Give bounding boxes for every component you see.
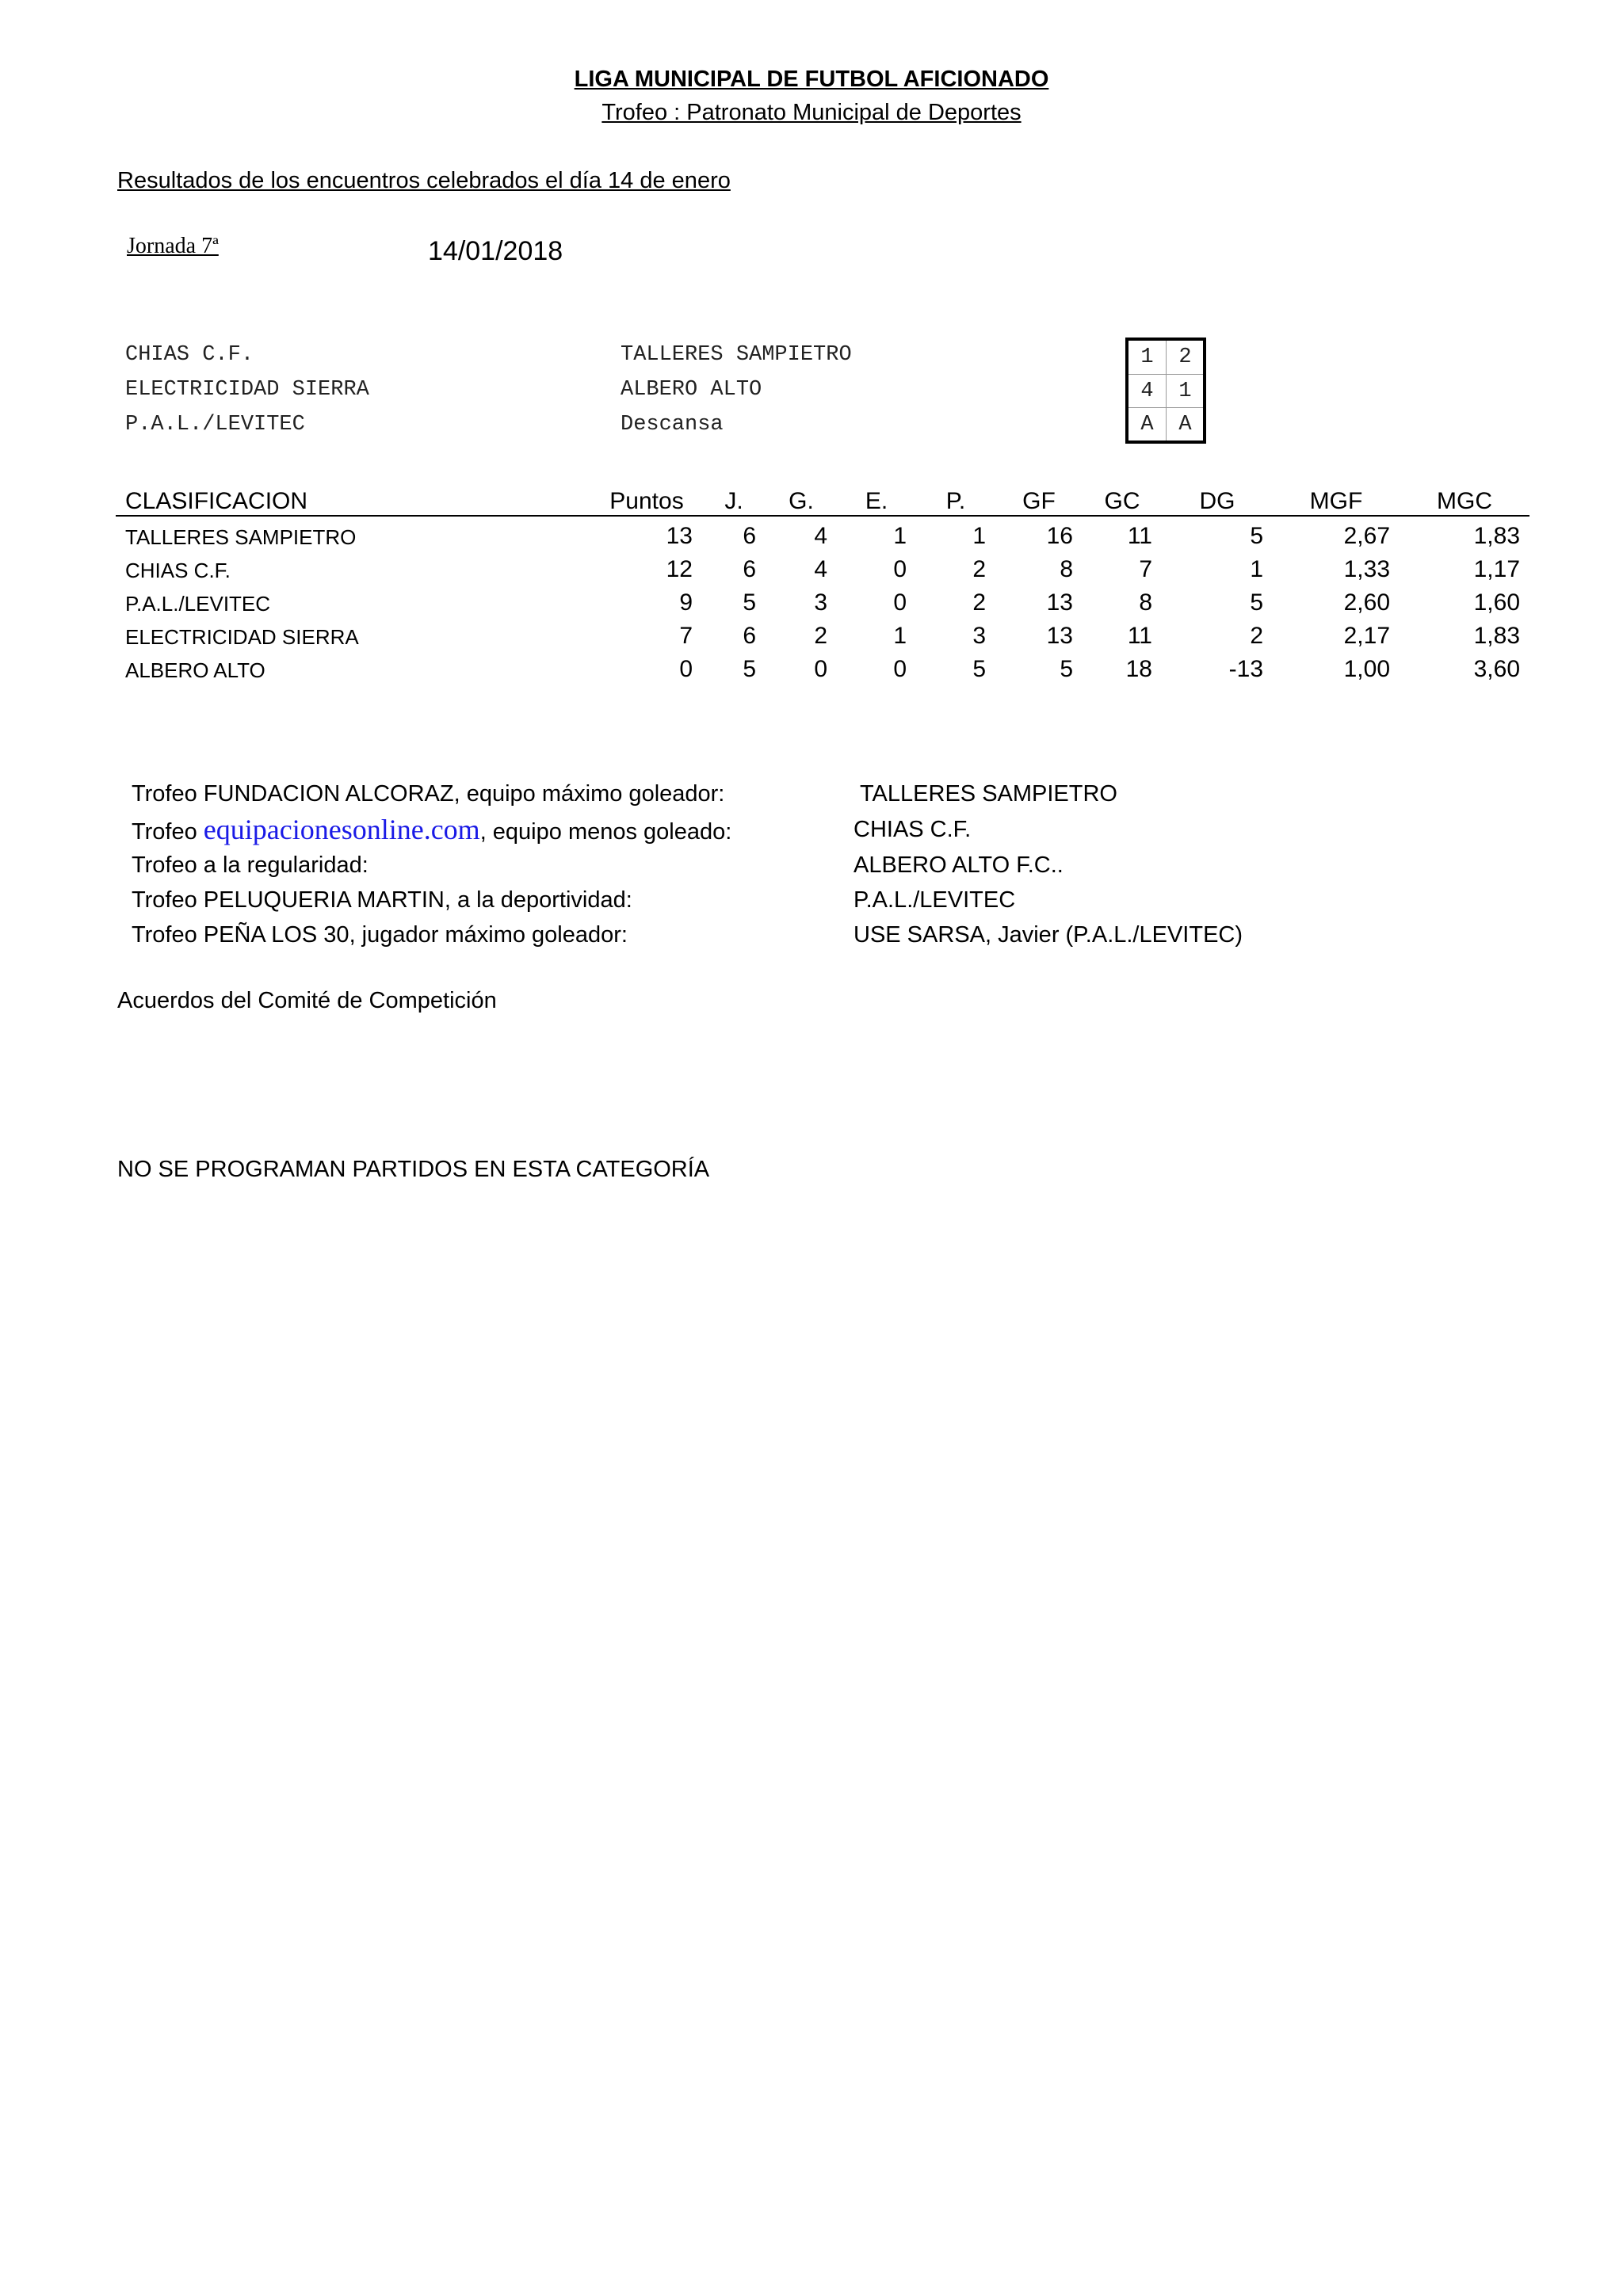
media-goles-contra: 1,60 bbox=[1473, 589, 1520, 616]
score-2-home: 4 bbox=[1140, 379, 1154, 403]
goles-contra: 18 bbox=[1125, 656, 1152, 682]
puntos: 13 bbox=[666, 523, 693, 549]
table-row bbox=[116, 583, 1529, 616]
score-1-home: 1 bbox=[1140, 345, 1154, 369]
match-3-away: Descansa bbox=[621, 413, 724, 437]
ganados: 0 bbox=[814, 656, 827, 682]
team-name: ELECTRICIDAD SIERRA bbox=[125, 625, 359, 649]
match-3-home: P.A.L./LEVITEC bbox=[125, 413, 305, 437]
perdidos: 1 bbox=[972, 523, 986, 549]
media-goles-contra: 1,83 bbox=[1473, 523, 1520, 549]
score-box bbox=[1125, 338, 1206, 444]
empatados: 0 bbox=[893, 589, 907, 616]
team-name: TALLERES SAMPIETRO bbox=[125, 525, 357, 549]
goles-contra: 11 bbox=[1127, 623, 1152, 649]
puntos: 0 bbox=[679, 656, 693, 682]
match-1-away: TALLERES SAMPIETRO bbox=[621, 343, 852, 367]
score-1-away: 2 bbox=[1178, 345, 1192, 369]
col-header-mgf: MGF bbox=[1273, 483, 1400, 516]
ganados: 4 bbox=[814, 556, 827, 582]
jugados: 5 bbox=[743, 589, 756, 616]
col-header-gc: GC bbox=[1083, 483, 1162, 516]
media-goles-favor: 2,60 bbox=[1343, 589, 1390, 616]
team-name: P.A.L./LEVITEC bbox=[125, 592, 271, 616]
col-header-dg: DG bbox=[1162, 483, 1273, 516]
score-3-away: A bbox=[1178, 413, 1192, 437]
perdidos: 3 bbox=[972, 623, 986, 649]
col-header-clasificacion: CLASIFICACION bbox=[116, 483, 591, 516]
col-header-j: J. bbox=[702, 483, 766, 516]
diferencia-goles: 2 bbox=[1250, 623, 1263, 649]
diferencia-goles: 1 bbox=[1250, 556, 1263, 582]
standings-table bbox=[116, 483, 1529, 683]
document-subtitle: Trofeo : Patronato Municipal de Deportes bbox=[601, 100, 1022, 125]
goles-contra: 7 bbox=[1139, 556, 1152, 582]
empatados: 0 bbox=[893, 556, 907, 582]
media-goles-favor: 1,00 bbox=[1343, 656, 1390, 682]
col-header-mgc: MGC bbox=[1400, 483, 1529, 516]
media-goles-favor: 2,17 bbox=[1343, 623, 1390, 649]
jugados: 6 bbox=[743, 623, 756, 649]
no-programan-notice: NO SE PROGRAMAN PARTIDOS EN ESTA CATEGORÍA bbox=[117, 1157, 710, 1182]
jugados: 6 bbox=[743, 523, 756, 549]
document-title: LIGA MUNICIPAL DE FUTBOL AFICIONADO bbox=[574, 67, 1049, 92]
trophy-5-label: Trofeo PEÑA LOS 30, jugador máximo goleador: bbox=[132, 922, 628, 948]
standings-header-row bbox=[116, 483, 1529, 516]
sponsor-link[interactable]: equipacionesonline.com bbox=[203, 814, 480, 845]
trophy-2-suffix: , equipo menos goleado: bbox=[479, 819, 732, 845]
ganados: 4 bbox=[814, 523, 827, 549]
ganados: 3 bbox=[814, 589, 827, 616]
match-2-home: ELECTRICIDAD SIERRA bbox=[125, 378, 369, 402]
trophy-4-label: Trofeo PELUQUERIA MARTIN, a la deportividad: bbox=[132, 887, 632, 913]
media-goles-favor: 1,33 bbox=[1343, 556, 1390, 582]
media-goles-contra: 3,60 bbox=[1473, 656, 1520, 682]
media-goles-contra: 1,17 bbox=[1473, 556, 1520, 582]
table-row bbox=[116, 516, 1529, 550]
goles-favor: 13 bbox=[1046, 589, 1073, 616]
perdidos: 5 bbox=[972, 656, 986, 682]
trophy-3-label: Trofeo a la regularidad: bbox=[132, 852, 369, 878]
table-row bbox=[116, 616, 1529, 650]
jornada-label: Jornada 7ª bbox=[127, 234, 219, 258]
media-goles-contra: 1,83 bbox=[1473, 623, 1520, 649]
empatados: 1 bbox=[893, 523, 907, 549]
match-2-away: ALBERO ALTO bbox=[621, 378, 762, 402]
trophy-2-prefix: Trofeo bbox=[132, 819, 204, 845]
acuerdos-heading: Acuerdos del Comité de Competición bbox=[117, 988, 497, 1013]
trophy-4-value: P.A.L./LEVITEC bbox=[854, 887, 1016, 913]
trophy-1-value: TALLERES SAMPIETRO bbox=[860, 781, 1117, 807]
jugados: 6 bbox=[743, 556, 756, 582]
col-header-g: G. bbox=[766, 483, 837, 516]
team-name: ALBERO ALTO bbox=[125, 658, 265, 682]
col-header-e: E. bbox=[837, 483, 916, 516]
ganados: 2 bbox=[814, 623, 827, 649]
jugados: 5 bbox=[743, 656, 756, 682]
table-row bbox=[116, 650, 1529, 683]
score-2-away: 1 bbox=[1178, 379, 1192, 403]
col-header-p: P. bbox=[916, 483, 995, 516]
table-row bbox=[116, 550, 1529, 583]
trophy-3-value: ALBERO ALTO F.C.. bbox=[854, 852, 1064, 878]
trophy-2-label bbox=[132, 812, 731, 847]
empatados: 0 bbox=[893, 656, 907, 682]
diferencia-goles: 5 bbox=[1250, 589, 1263, 616]
trophy-2-value: CHIAS C.F. bbox=[854, 817, 972, 842]
results-heading: Resultados de los encuentros celebrados el día 14 de enero bbox=[117, 168, 731, 193]
puntos: 7 bbox=[679, 623, 693, 649]
diferencia-goles: 5 bbox=[1250, 523, 1263, 549]
perdidos: 2 bbox=[972, 589, 986, 616]
score-3-home: A bbox=[1140, 413, 1154, 437]
empatados: 1 bbox=[893, 623, 907, 649]
goles-favor: 8 bbox=[1060, 556, 1073, 582]
trophy-1-label: Trofeo FUNDACION ALCORAZ, equipo máximo goleador: bbox=[132, 781, 725, 807]
diferencia-goles: -13 bbox=[1228, 656, 1263, 682]
puntos: 9 bbox=[679, 589, 693, 616]
jornada-date: 14/01/2018 bbox=[428, 236, 563, 266]
goles-contra: 11 bbox=[1127, 523, 1152, 549]
match-1-home: CHIAS C.F. bbox=[125, 343, 254, 367]
perdidos: 2 bbox=[972, 556, 986, 582]
col-header-puntos: Puntos bbox=[591, 483, 702, 516]
goles-favor: 13 bbox=[1046, 623, 1073, 649]
media-goles-favor: 2,67 bbox=[1343, 523, 1390, 549]
puntos: 12 bbox=[666, 556, 693, 582]
goles-contra: 8 bbox=[1139, 589, 1152, 616]
goles-favor: 5 bbox=[1060, 656, 1073, 682]
goles-favor: 16 bbox=[1046, 523, 1073, 549]
col-header-gf: GF bbox=[995, 483, 1083, 516]
trophy-5-value: USE SARSA, Javier (P.A.L./LEVITEC) bbox=[854, 922, 1243, 948]
team-name: CHIAS C.F. bbox=[125, 559, 231, 582]
